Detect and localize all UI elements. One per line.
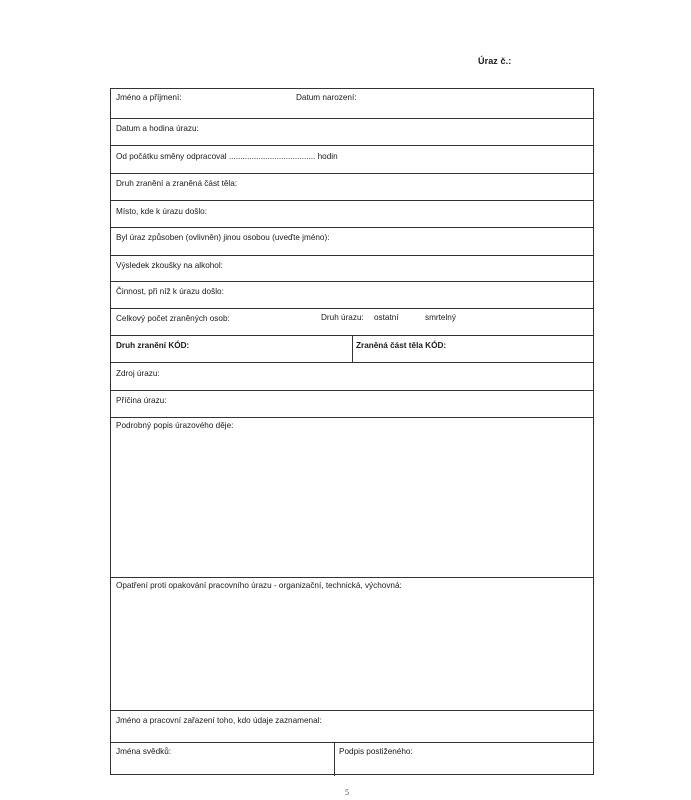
codes-divider: [352, 336, 353, 362]
place-label: Místo, kde k úrazu došlo:: [116, 207, 208, 216]
hours-worked-prefix: Od počátku směny odpracoval: [116, 152, 227, 161]
signature-label: Podpis postiženého:: [339, 747, 413, 756]
cause-label: Příčina úrazu:: [116, 396, 167, 405]
name-label: Jméno a příjmení:: [116, 93, 182, 102]
hours-worked-suffix: hodin: [317, 152, 338, 161]
injury-number-label: Úraz č.:: [478, 56, 512, 66]
injury-report-form: [110, 88, 594, 775]
injury-type-body-part-label: Druh zranění a zraněná část těla:: [116, 179, 238, 188]
row-injury-type-body-part: [111, 174, 593, 201]
row-activity: [111, 282, 593, 309]
row-measures: [111, 578, 593, 711]
row-codes: [111, 336, 593, 363]
row-recorded-by: [111, 711, 593, 743]
page-number: 5: [345, 788, 349, 797]
injury-type-code-label: Druh zranění KÓD:: [116, 341, 190, 350]
injury-kind-label: Druh úrazu:: [321, 313, 364, 322]
birth-date-label: Datum narození:: [296, 93, 357, 102]
row-alcohol-test: [111, 256, 593, 282]
witnesses-divider: [334, 743, 335, 776]
activity-label: Činnost, při níž k úrazu došlo:: [116, 287, 224, 296]
measures-label: Opatření proti opakování pracovního úrazu - organizační, technická, výchovná:: [116, 581, 402, 590]
witnesses-label: Jména svědků:: [116, 747, 172, 756]
row-description: [111, 418, 593, 578]
description-label: Podrobný popis úrazového děje:: [116, 421, 234, 430]
recorded-by-label: Jméno a pracovní zařazení toho, kdo údaje zaznamenal:: [116, 716, 322, 725]
row-hours-worked: [111, 146, 593, 174]
caused-by-other-label: Byl úraz způsoben (ovlivněn) jinou osobou (uveďte jméno):: [116, 233, 330, 242]
injury-kind-other: ostatní: [374, 313, 399, 322]
injury-datetime-label: Datum a hodina úrazu:: [116, 124, 199, 133]
source-label: Zdroj úrazu:: [116, 369, 160, 378]
row-caused-by-other: [111, 228, 593, 256]
row-total-injured: [111, 309, 593, 336]
row-source: [111, 363, 593, 391]
hours-worked-label: [116, 152, 338, 162]
row-injury-datetime: [111, 119, 593, 146]
row-cause: [111, 391, 593, 418]
row-place: [111, 201, 593, 228]
body-part-code-label: Zraněná část těla KÓD:: [356, 341, 447, 350]
row-witnesses-signature: [111, 743, 593, 776]
row-name: [111, 89, 593, 119]
total-injured-label: Celkový počet zraněných osob:: [116, 314, 230, 323]
alcohol-test-label: Výsledek zkoušky na alkohol:: [116, 261, 223, 270]
hours-worked-dots: ......................................: [228, 152, 316, 161]
injury-kind-fatal: smrtelný: [425, 313, 456, 322]
